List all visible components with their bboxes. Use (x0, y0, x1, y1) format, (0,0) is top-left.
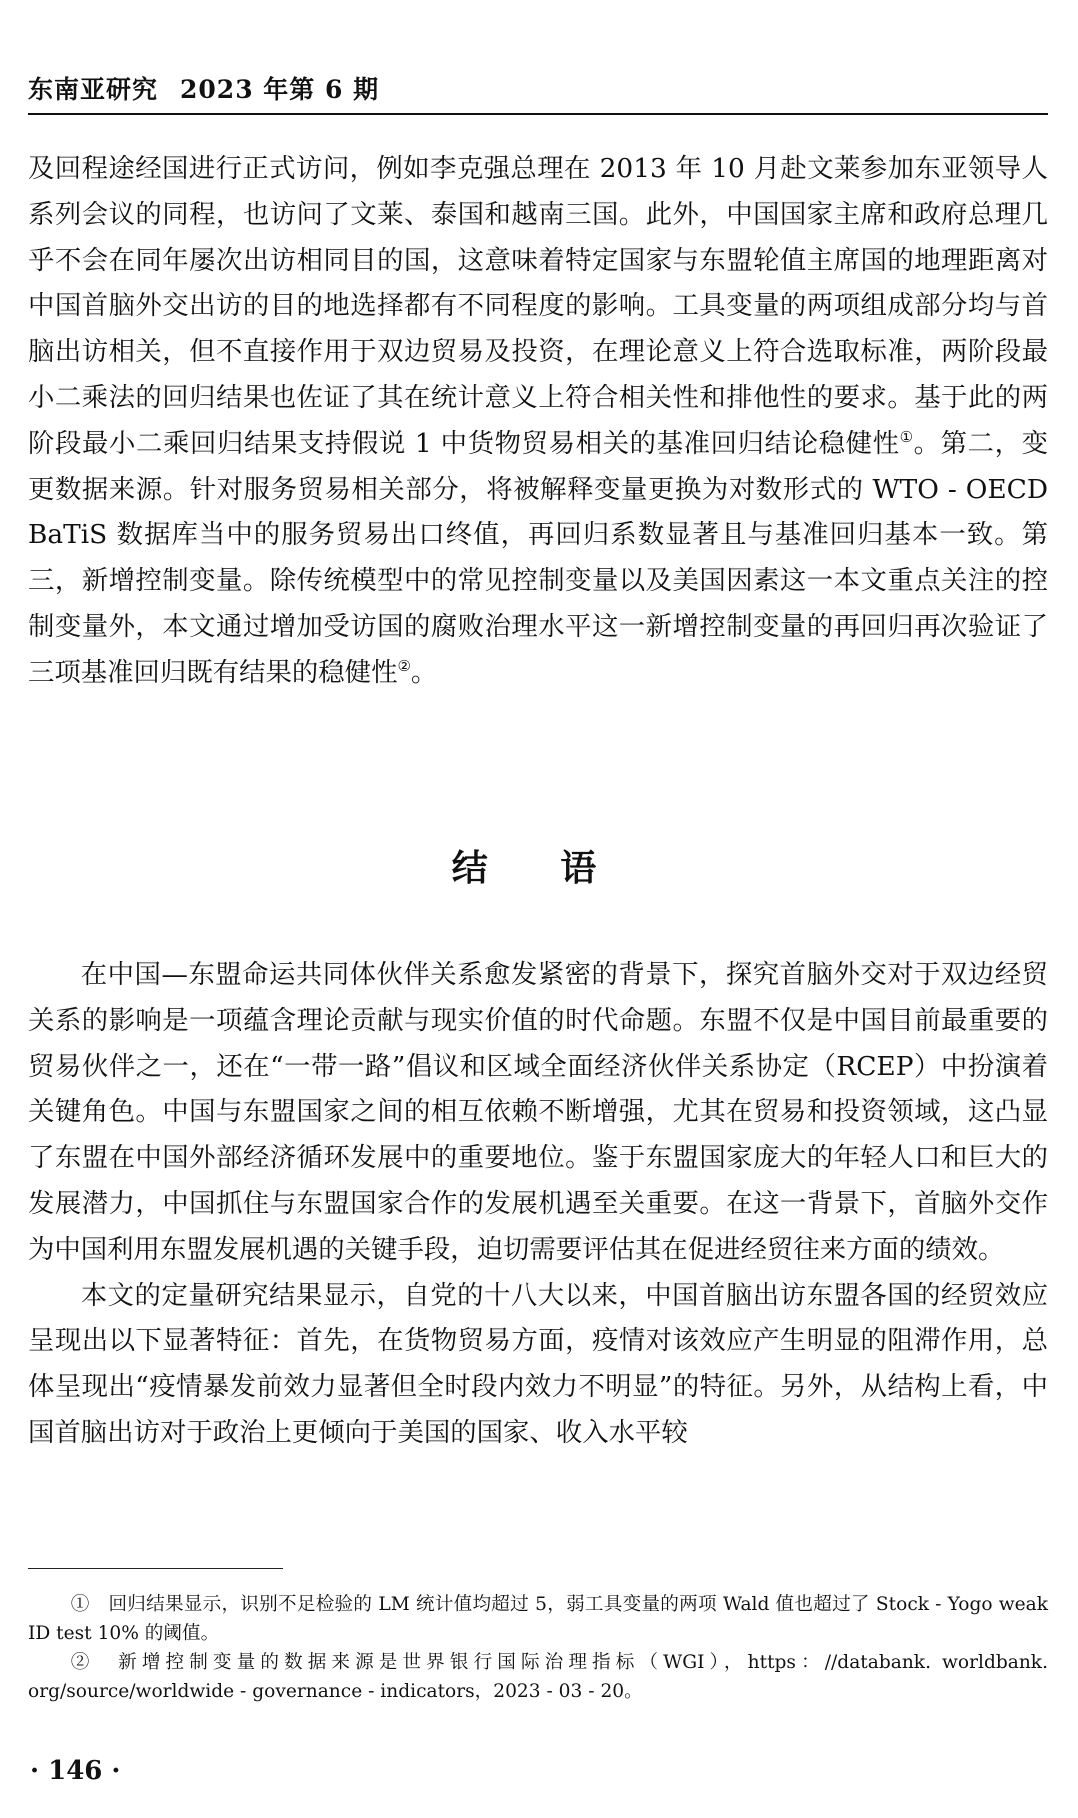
issue-label: 2023 年第 6 期 (180, 75, 380, 104)
paragraph-text: 及回程途经国进行正式访问，例如李克强总理在 2013 年 10 月赴文莱参加东亚领导人系列会议的同程，也访问了文莱、泰国和越南三国。此外，中国国家主席和政府总理几乎不会在同年屡次出访相同目的国，这意味着特定国家与东盟轮值主席国的地理距离对中国首脑外交出访的目的地选择都有不同程度的影响。工具变量的两项组成部分均与首脑出访相关，但不直接作用于双边贸易及投资，在理论意义上符合选取标准，两阶段最小二乘法的回归结果也佐证了其在统计意义上符合相关性和排他性的要求。基于此的两阶段最小二乘回归结果支持假说 1 中货物贸易相关的基准回归结论稳健性 (28, 153, 1048, 459)
paragraph-text: 。第二，变更数据来源。针对服务贸易相关部分，将被解释变量更换为对数形式的 WTO - OECD BaTiS 数据库当中的服务贸易出口终值，再回归系数显著且与基准回归基本一致。第三，新增控制变量。除传统模型中的常见控制变量以及美国因素这一本文重点关注的控制变量外，本文通过增加受访国的腐败治理水平这一新增控制变量的再回归再次验证了三项基准回归既有结果的稳健性 (28, 427, 1049, 688)
footnote-rule (28, 1568, 283, 1569)
running-head (28, 70, 379, 106)
footnote-marker-1[interactable]: ① (899, 427, 914, 446)
page-number: · 146 · (30, 1756, 121, 1786)
footnote-marker-2[interactable]: ② (397, 656, 411, 675)
paragraph-text: 。 (410, 656, 438, 688)
footnotes (28, 1590, 1048, 1706)
conclusion-text (28, 952, 1048, 1456)
footnote-2: ② 新增控制变量的数据来源是世界银行国际治理指标（WGI），https：//databank. worldbank. org/source/worldwide - governance - indicators，2023 - 03 - 20。 (28, 1652, 1048, 1702)
header-rule (28, 113, 1048, 115)
section-title: 结 语 (451, 847, 627, 889)
paragraph: 在中国—东盟命运共同体伙伴关系愈发紧密的背景下，探究首脑外交对于双边经贸关系的影响是一项蕴含理论贡献与现实价值的时代命题。东盟不仅是中国目前最重要的贸易伙伴之一，还在“一带一路”倡议和区域全面经济伙伴关系协定（RCEP）中扮演着关键角色。中国与东盟国家之间的相互依赖不断增强，尤其在贸易和投资领域，这凸显了东盟在中国外部经济循环发展中的重要地位。鉴于东盟国家庞大的年轻人口和巨大的发展潜力，中国抓住与东盟国家合作的发展机遇至关重要。在这一背景下，首脑外交作为中国利用东盟发展机遇的关键手段，迫切需要评估其在促进经贸往来方面的绩效。 (28, 959, 1048, 1265)
continued-text (28, 146, 1048, 696)
journal-name: 东南亚研究 (28, 75, 159, 104)
footnote-1: ① 回归结果显示，识别不足检验的 LM 统计值均超过 5，弱工具变量的两项 Wald 值也超过了 Stock - Yogo weak ID test 10% 的阈值。 (28, 1594, 1048, 1644)
paragraph (28, 146, 1048, 696)
paragraph: 本文的定量研究结果显示，自党的十八大以来，中国首脑出访东盟各国的经贸效应呈现出以下显著特征：首先，在货物贸易方面，疫情对该效应产生明显的阻滞作用，总体呈现出“疫情暴发前效力显著但全时段内效力不明显”的特征。另外，从结构上看，中国首脑出访对于政治上更倾向于美国的国家、收入水平较 (28, 1279, 1048, 1448)
